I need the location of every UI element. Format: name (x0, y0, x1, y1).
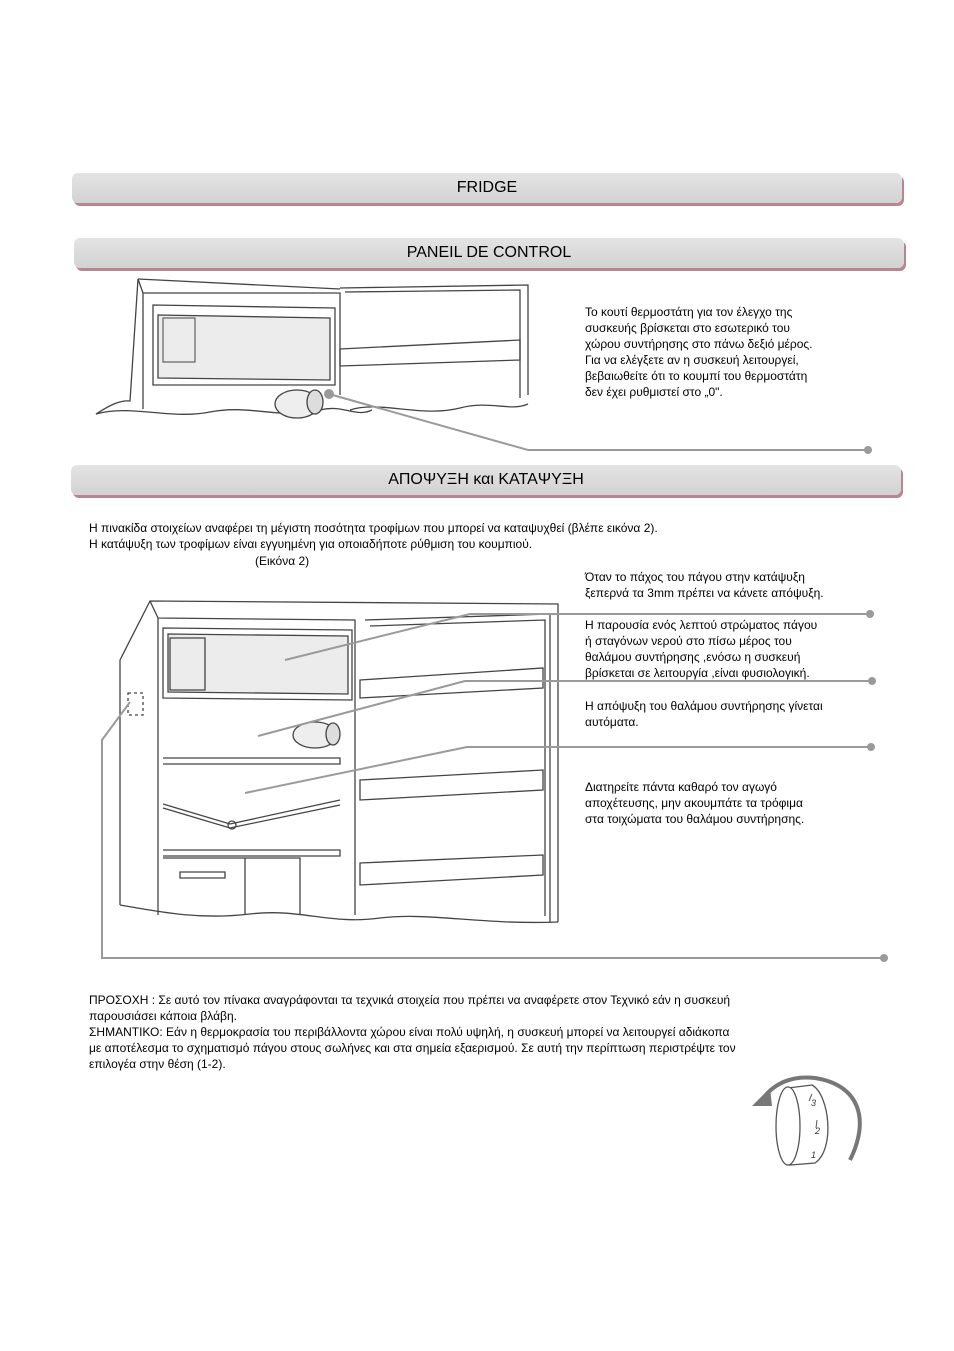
text-line: Η απόψυξη του θαλάμου συντήρησης γίνεται (585, 699, 823, 713)
text-line: Η παρουσία ενός λεπτού στρώματος πάγου (585, 618, 818, 632)
thermostat-knob-icon (752, 1077, 860, 1165)
text-line: Διατηρείτε πάντα καθαρό τον αγωγό (585, 780, 777, 794)
leader-dot (864, 446, 872, 454)
text-line: αποχέτευσης, μην ακουμπάτε τα τρόφιμα (585, 796, 803, 810)
fridge-top-illustration (96, 279, 528, 418)
text-line: Η κατάψυξη των τροφίμων είναι εγγυημένη για οποιαδήποτε ρύθμιση του κουμπιού. (89, 537, 533, 551)
text-line: ΠΡΟΣΟΧΗ : Σε αυτό τον πίνακα αναγράφονται τα τεχνικά στοιχεία που πρέπει να αναφέρετε στον Τεχνικό εάν η συσκευή (89, 993, 731, 1007)
text-line: χώρου συντήρησης στο πάνω δεξιό μέρος. (585, 337, 813, 351)
knob-number-3: 3 (811, 1098, 817, 1108)
text-line: ΣΗΜΑΝΤΙΚΟ: Εάν η θερμοκρασία του περιβάλλοντα χώρου είναι πολύ υψηλή, η συσκευή μπορεί να λειτουργεί αδιάκοπα (89, 1025, 730, 1039)
section-title-defrost-freeze: ΑΠΟΨΥΞΗ και ΚΑΤΑΨΥΞΗ (388, 471, 584, 488)
fridge-open-illustration (120, 601, 558, 922)
text-line: Η πινακίδα στοιχείων αναφέρει τη μέγιστη ποσότητα τροφίμων που μπορεί να καταψυχθεί (βλέπε εικόνα 2). (89, 521, 658, 535)
text-line: επιλογέα στην θέση (1-2). (89, 1057, 226, 1071)
figure-caption: (Εικόνα 2) (255, 554, 310, 568)
text-line: Όταν το πάχος του πάγου στην κατάψυξη (585, 570, 805, 584)
text-line: Για να ελέγξετε αν η συσκευή λειτουργεί, (585, 353, 799, 367)
text-line: στα τοιχώματα του θαλάμου συντήρησης. (585, 812, 805, 826)
text-line: βρίσκεται σε λειτουργία ,είναι φυσιολογική. (585, 666, 810, 680)
knob-number-2: 2 (815, 1126, 821, 1136)
text-line: ξεπερνά τα 3mm πρέπει να κάνετε απόψυξη. (585, 586, 824, 600)
text-line: συσκευής βρίσκεται στο εσωτερικό του (585, 321, 790, 335)
text-line: αυτόματα. (585, 715, 639, 729)
text-line: Το κουτί θερμοστάτη για τον έλεγχο της (585, 305, 793, 319)
section-title-control-panel: PANEIL DE CONTROL (406, 244, 572, 261)
text-line: βεβαιωθείτε ότι το κουμπί του θερμοστάτη (585, 369, 808, 383)
text-line: θαλάμου συντήρησης ,ενόσω η συσκευή (585, 650, 801, 664)
text-line: παρουσιάσει κάποια βλάβη. (89, 1009, 237, 1023)
leader-line-thermostat (329, 394, 868, 450)
text-line: δεν έχει ρυθμιστεί στο „0". (585, 385, 723, 399)
knob-number-1: 1 (811, 1150, 817, 1160)
leader-dots (866, 610, 888, 962)
leader-dot (324, 389, 334, 399)
section-title-fridge: FRIDGE (456, 179, 518, 196)
text-line: ή σταγόνων νερού στο πίσω μέρος του (585, 634, 792, 648)
text-line: με αποτέλεσμα το σχηματισμό πάγου στους σωλήνες και στα σημεία εξαερισμού. Σε αυτή την περίπτωση περιστρέψτε τον (89, 1041, 736, 1055)
